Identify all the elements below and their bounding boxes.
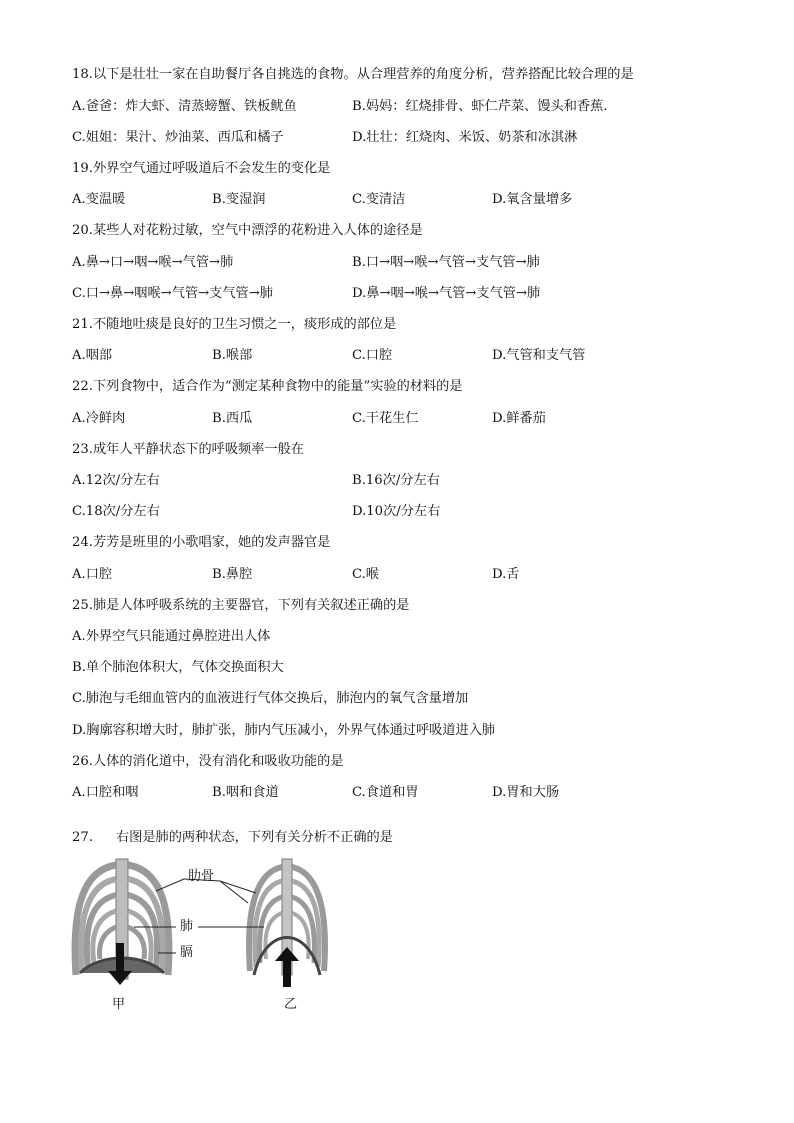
q20-option-c[interactable]: C.口→鼻→咽喉→气管→支气管→肺 [72, 286, 273, 301]
q25-option-a[interactable]: A.外界空气只能通过鼻腔进出人体 [72, 629, 271, 644]
q21-option-d[interactable]: D.气管和支气管 [492, 348, 586, 363]
q22-stem: 22.下列食物中，适合作为“测定某种食物中的能量”实验的材料的是 [72, 379, 463, 394]
q19-option-d[interactable]: D.氧含量增多 [492, 192, 573, 207]
q23-option-b[interactable]: B.16次/分左右 [352, 473, 440, 488]
q18-option-a[interactable]: A.爸爸：炸大虾、清蒸螃蟹、铁板鱿鱼 [72, 99, 297, 114]
q25-stem: 25.肺是人体呼吸系统的主要器官，下列有关叙述正确的是 [72, 598, 410, 613]
q26-option-a[interactable]: A.口腔和咽 [72, 785, 139, 800]
q19-option-a[interactable]: A.变温暖 [72, 192, 126, 207]
q22-option-d[interactable]: D.鲜番茄 [492, 411, 546, 426]
q21-option-a[interactable]: A.咽部 [72, 348, 113, 363]
q20-option-d[interactable]: D.鼻→咽→喉→气管→支气管→肺 [352, 286, 541, 301]
q21-option-b[interactable]: B.喉部 [212, 348, 253, 363]
q23-stem: 23.成年人平静状态下的呼吸频率一般在 [72, 442, 304, 457]
label-lung: 肺 [180, 919, 194, 934]
q18-option-c[interactable]: C.姐姐：果汁、炒油菜、西瓜和橘子 [72, 130, 284, 145]
q24-option-c[interactable]: C.喉 [352, 567, 379, 582]
q20-option-a[interactable]: A.鼻→口→咽→喉→气管→肺 [72, 255, 234, 270]
q19-stem: 19.外界空气通过呼吸道后不会发生的变化是 [72, 161, 331, 176]
label-rib: 肋骨 [188, 869, 215, 884]
q25-option-c[interactable]: C.肺泡与毛细血管内的血液进行气体交换后，肺泡内的氧气含量增加 [72, 691, 469, 706]
q19-option-b[interactable]: B.变湿润 [212, 192, 266, 207]
q22-option-a[interactable]: A.冷鲜肉 [72, 411, 126, 426]
q27-stem: 右图是肺的两种状态，下列有关分析不正确的是 [116, 830, 393, 845]
caption-right: 乙 [284, 997, 298, 1012]
q21-option-c[interactable]: C.口腔 [352, 348, 393, 363]
arrow-up-icon [275, 947, 299, 987]
q24-option-a[interactable]: A.口腔 [72, 567, 113, 582]
q18-option-d[interactable]: D.壮壮：红烧肉、米饭、奶茶和冰淇淋 [352, 130, 578, 145]
q26-option-d[interactable]: D.胃和大肠 [492, 785, 560, 800]
q24-option-d[interactable]: D.舌 [492, 567, 520, 582]
q25-option-d[interactable]: D.胸廓容积增大时，肺扩张，肺内气压减小，外界气体通过呼吸道进入肺 [72, 723, 496, 738]
caption-left: 甲 [112, 997, 126, 1012]
q21-stem: 21.不随地吐痰是良好的卫生习惯之一，痰形成的部位是 [72, 317, 397, 332]
q22-option-c[interactable]: C.干花生仁 [352, 411, 419, 426]
label-diaphragm: 膈 [180, 945, 194, 960]
q26-option-b[interactable]: B.咽和食道 [212, 785, 279, 800]
q27-number: 27. [72, 830, 93, 845]
q23-option-d[interactable]: D.10次/分左右 [352, 504, 441, 519]
q18-option-b[interactable]: B.妈妈：红烧排骨、虾仁芹菜、馒头和香蕉. [352, 99, 608, 114]
q22-option-b[interactable]: B.西瓜 [212, 411, 253, 426]
q26-option-c[interactable]: C.食道和胃 [352, 785, 419, 800]
lung-states-figure [70, 855, 340, 1025]
q24-option-b[interactable]: B.鼻腔 [212, 567, 253, 582]
q24-stem: 24.芳芳是班里的小歌唱家，她的发声器官是 [72, 535, 331, 550]
q26-stem: 26.人体的消化道中，没有消化和吸收功能的是 [72, 754, 344, 769]
q25-option-b[interactable]: B.单个肺泡体积大，气体交换面积大 [72, 660, 284, 675]
q23-option-a[interactable]: A.12次/分左右 [72, 473, 160, 488]
q18-stem: 18.以下是壮壮一家在自助餐厅各自挑选的食物。从合理营养的角度分析，营养搭配比较合理的是 [72, 67, 634, 82]
q20-option-b[interactable]: B.口→咽→喉→气管→支气管→肺 [352, 255, 540, 270]
q19-option-c[interactable]: C.变清洁 [352, 192, 406, 207]
q20-stem: 20.某些人对花粉过敏，空气中漂浮的花粉进入人体的途径是 [72, 223, 423, 238]
q23-option-c[interactable]: C.18次/分左右 [72, 504, 160, 519]
